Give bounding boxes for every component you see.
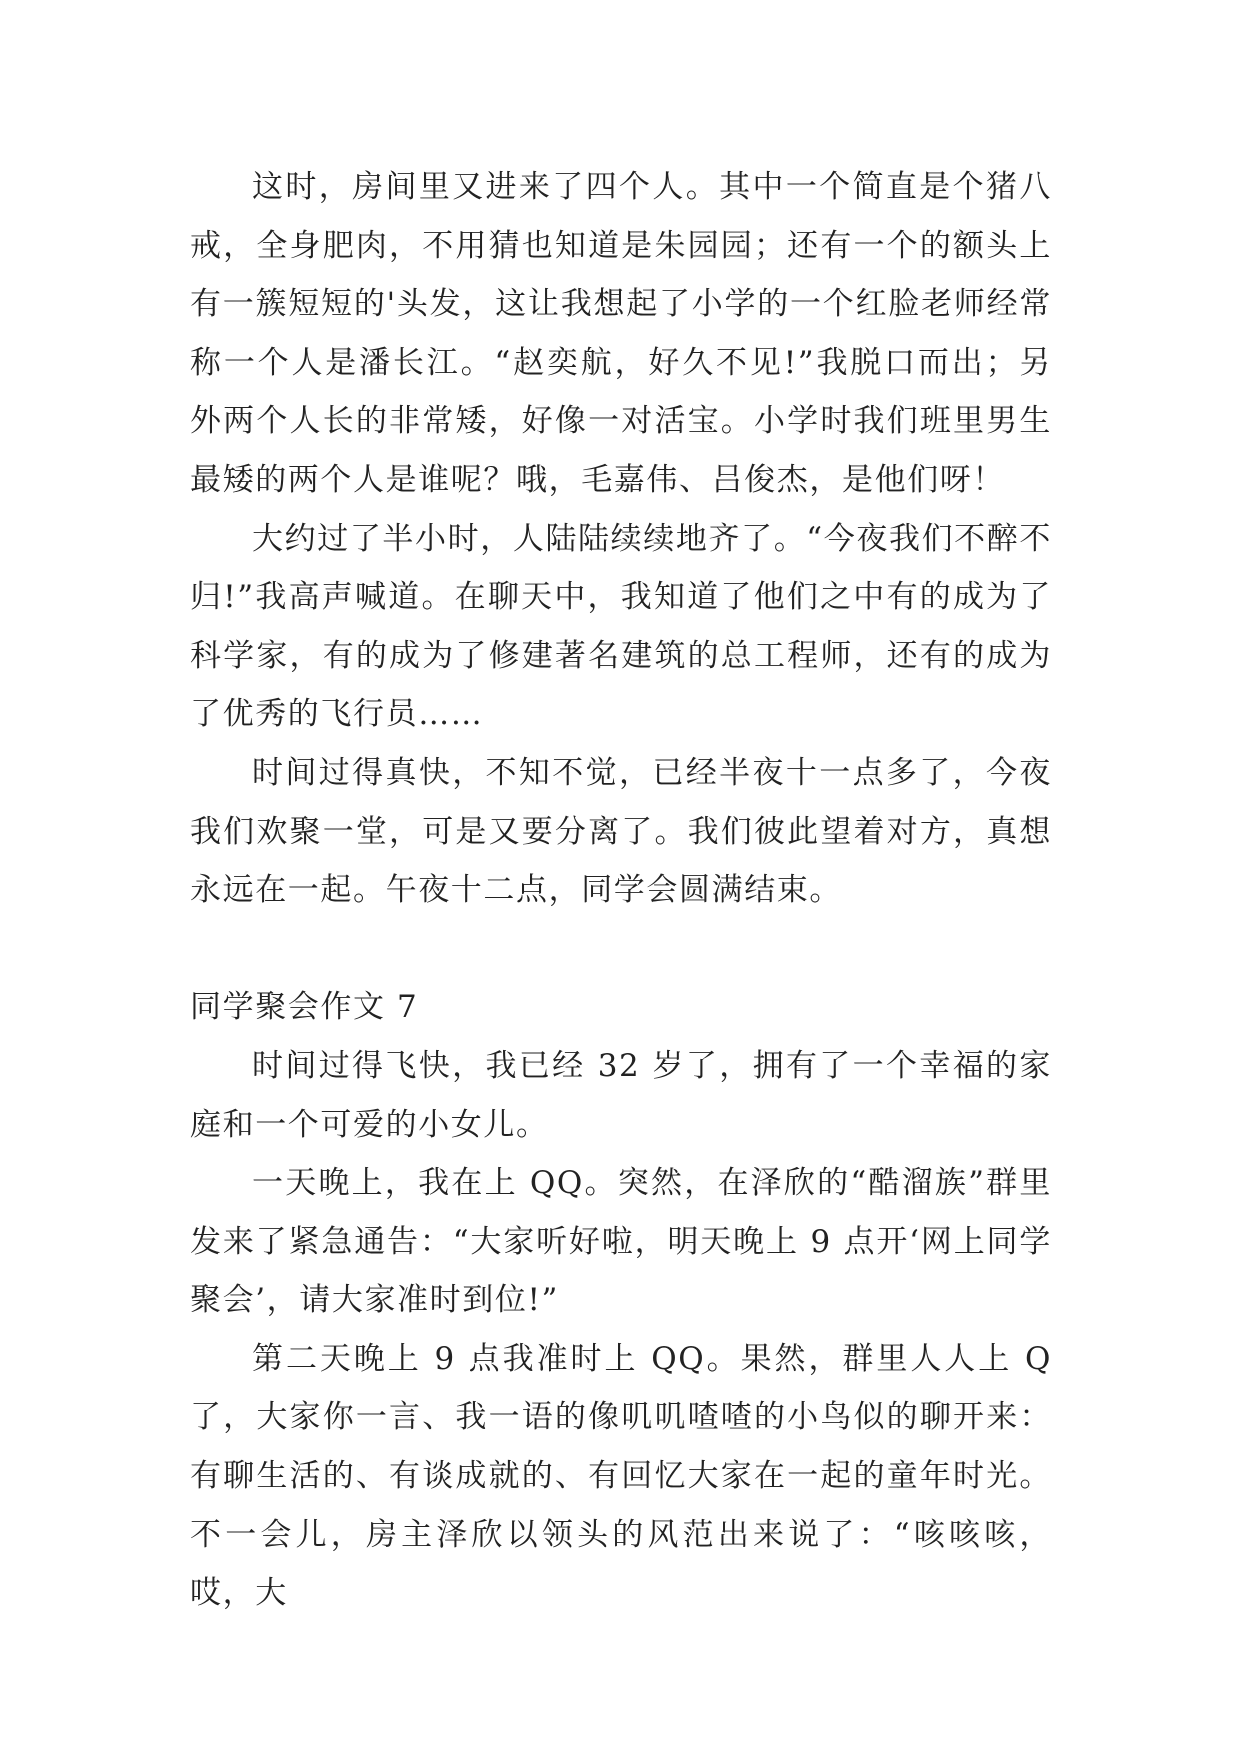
paragraph: 时间过得真快，不知不觉，已经半夜十一点多了，今夜我们欢聚一堂，可是又要分离了。我们彼此望着对方，真想永远在一起。午夜十二点，同学会圆满结束。 — [190, 754, 1052, 909]
paragraph: 第二天晚上 9 点我准时上 QQ。果然，群里人人上 Q 了，大家你一言、我一语的像叽叽喳喳的小鸟似的聊开来：有聊生活的、有谈成就的、有回忆大家在一起的童年时光。不一会儿，房主泽欣以领头的风范出来说了：“咳咳咳，哎，大 — [190, 1340, 1052, 1612]
paragraph: 一天晚上，我在上 QQ。突然，在泽欣的“酷溜族”群里发来了紧急通告：“大家听好啦，明天晚上 9 点开‘网上同学聚会’，请大家准时到位!” — [190, 1165, 1052, 1319]
paragraph: 时间过得飞快，我已经 32 岁了，拥有了一个幸福的家庭和一个可爱的小女儿。 — [190, 1047, 1052, 1143]
section-gap — [190, 920, 1052, 979]
section-title: 同学聚会作文 7 — [190, 989, 419, 1026]
paragraph: 这时，房间里又进来了四个人。其中一个简直是个猪八戒，全身肥肉，不用猜也知道是朱园园；还有一个的额头上有一簇短短的'头发，这让我想起了小学的一个红脸老师经常称一个人是潘长江。“赵奕航，好久不见!”我脱口而出；另外两个人长的非常矮，好像一对活宝。小学时我们班里男生最矮的两个人是谁呢？哦，毛嘉伟、吕俊杰，是他们呀！ — [190, 169, 1052, 498]
document-body — [190, 158, 1052, 1623]
paragraph: 大约过了半小时，人陆陆续续地齐了。“今夜我们不醉不归!”我高声喊道。在聊天中，我知道了他们之中有的成为了科学家，有的成为了修建著名建筑的总工程师，还有的成为了优秀的飞行员…… — [190, 520, 1052, 733]
